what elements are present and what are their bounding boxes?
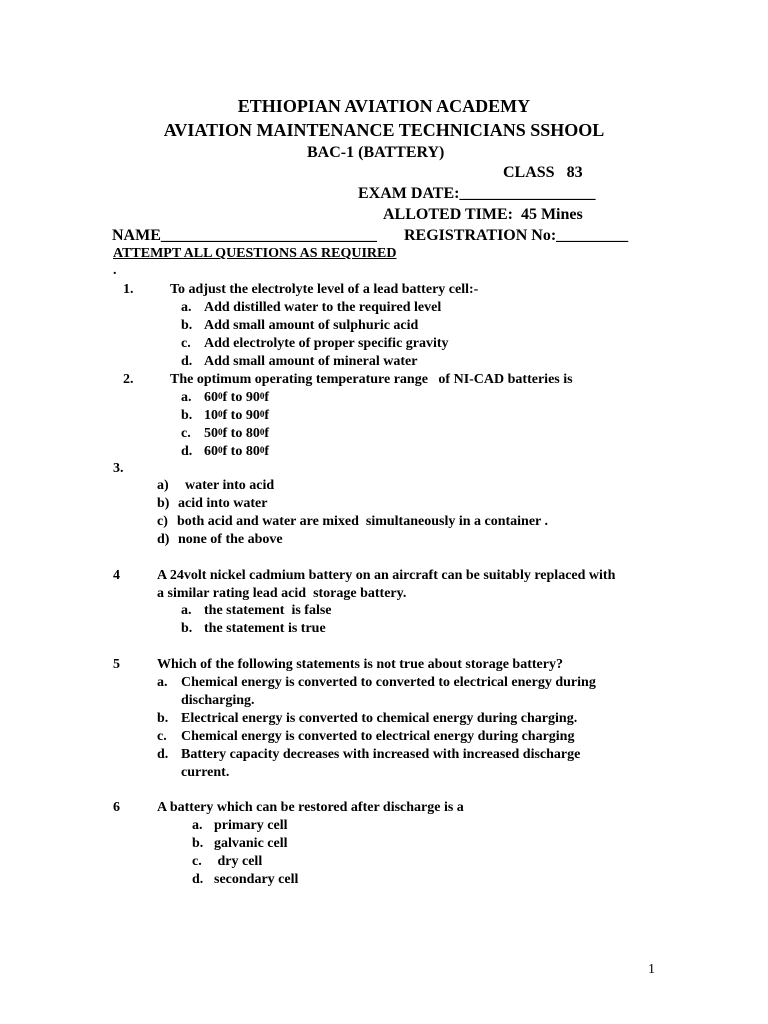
option-label: b. <box>181 408 193 423</box>
option-text: Add small amount of mineral water <box>204 354 418 369</box>
option-label: a) <box>157 478 169 493</box>
option-text: the statement is true <box>204 621 326 636</box>
option-text: Add electrolyte of proper specific gravity <box>204 336 449 351</box>
option-label: b. <box>181 621 193 636</box>
question-number: 4 <box>113 568 120 583</box>
option-label: d. <box>192 872 204 887</box>
question-number: 2. <box>123 372 134 387</box>
option-label: c. <box>192 854 202 869</box>
option-label: c. <box>157 729 167 744</box>
question-text: To adjust the electrolyte level of a lead battery cell:- <box>170 282 479 297</box>
option-text: Chemical energy is converted to electrical energy during charging <box>181 729 575 744</box>
question-number: 3. <box>113 461 124 476</box>
instruction-line: ATTEMPT ALL QUESTIONS AS REQUIRED <box>113 246 397 261</box>
question-text: A 24volt nickel cadmium battery on an aircraft can be suitably replaced with <box>157 568 616 583</box>
option-label: a. <box>157 675 168 690</box>
option-text: primary cell <box>214 818 288 833</box>
option-text: galvanic cell <box>214 836 288 851</box>
option-label: c. <box>181 336 191 351</box>
option-text: secondary cell <box>214 872 299 887</box>
option-text: $60^0f$ to $80^0f$ <box>204 444 269 459</box>
option-text: $50^0f$ to $80^0f$ <box>204 426 269 441</box>
school-title: AVIATION MAINTENANCE TECHNICIANS SSHOOL <box>163 120 605 140</box>
option-label: b. <box>157 711 169 726</box>
option-text: both acid and water are mixed simultaneously in a container . <box>177 514 549 529</box>
name-field-line: NAME___________________________ <box>112 227 377 244</box>
option-text: $60^0f$ to $90^0f$ <box>204 390 269 405</box>
option-text: $10^0f$ to $90^0f$ <box>204 408 269 423</box>
option-label: a. <box>192 818 203 833</box>
course-title: BAC-1 (BATTERY) <box>307 144 445 161</box>
option-text: Add distilled water to the required level <box>204 300 442 315</box>
option-label: b) <box>157 496 170 511</box>
question-number: 1. <box>123 282 134 297</box>
option-text: dry cell <box>214 854 263 869</box>
option-label: d. <box>181 444 193 459</box>
option-label: d. <box>181 354 193 369</box>
option-text: water into acid <box>178 478 275 493</box>
option-text: none of the above <box>178 532 283 547</box>
registration-field-line: REGISTRATION No:_________ <box>404 227 629 244</box>
option-text: Add small amount of sulphuric acid <box>204 318 419 333</box>
question-text: A battery which can be restored after discharge is a <box>157 800 464 815</box>
option-label: d) <box>157 532 170 547</box>
separator-dot: . <box>113 263 117 278</box>
option-label: b. <box>192 836 204 851</box>
exam-date-line: EXAM DATE:_________________ <box>358 185 596 202</box>
question-text: Which of the following statements is not true about storage battery? <box>157 657 563 672</box>
option-text: Electrical energy is converted to chemical energy during charging. <box>181 711 578 726</box>
option-text: Battery capacity decreases with increased with increased discharge <box>181 747 581 762</box>
institution-title: ETHIOPIAN AVIATION ACADEMY <box>237 96 531 116</box>
option-label: a. <box>181 390 192 405</box>
option-label: c. <box>181 426 191 441</box>
option-label: b. <box>181 318 193 333</box>
class-line: CLASS 83 <box>503 164 583 181</box>
allotted-time-line: ALLOTED TIME: 45 Mines <box>383 206 583 223</box>
question-number: 6 <box>113 800 120 815</box>
page-number: 1 <box>648 962 655 977</box>
option-text: discharging. <box>181 693 255 708</box>
option-label: a. <box>181 300 192 315</box>
option-label: d. <box>157 747 169 762</box>
option-text: the statement is false <box>204 603 332 618</box>
option-text: current. <box>181 765 230 780</box>
option-text: acid into water <box>178 496 268 511</box>
question-number: 5 <box>113 657 120 672</box>
question-text: The optimum operating temperature range of NI-CAD batteries is <box>170 372 573 387</box>
option-label: a. <box>181 603 192 618</box>
option-label: c) <box>157 514 168 529</box>
option-text: Chemical energy is converted to converted to electrical energy during <box>181 675 596 690</box>
question-text: a similar rating lead acid storage battery. <box>157 586 407 601</box>
